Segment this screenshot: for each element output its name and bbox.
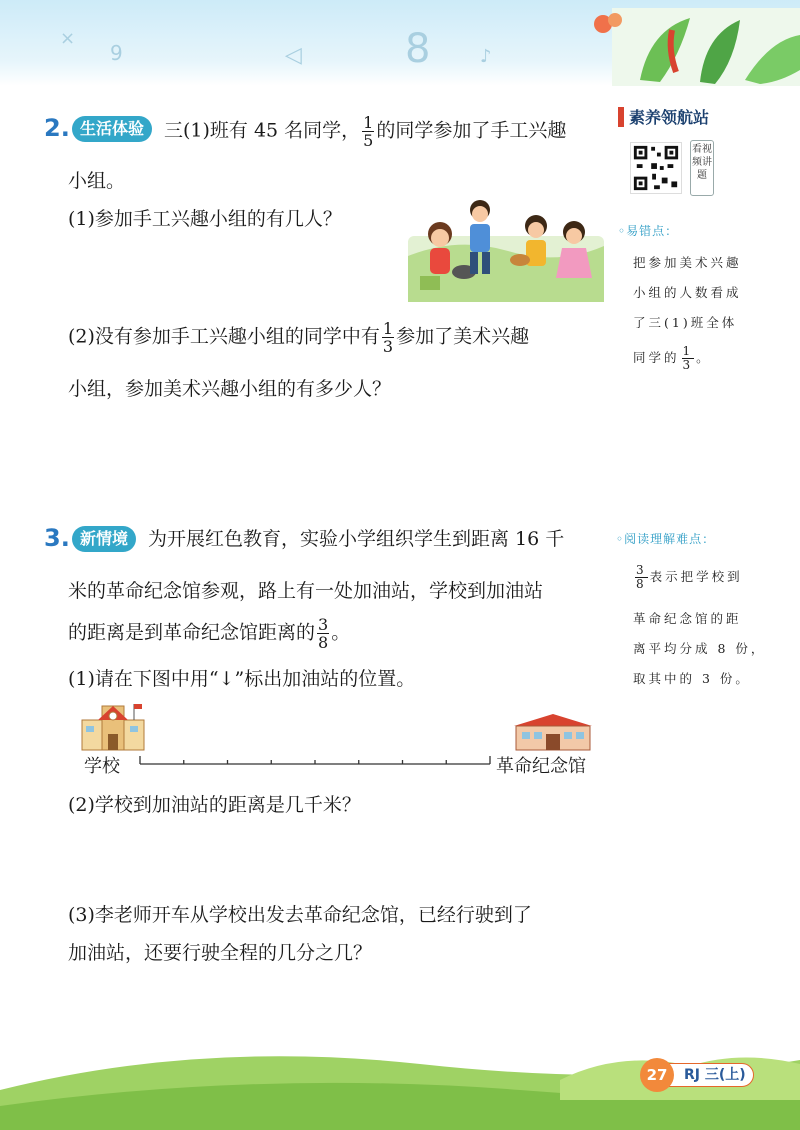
q2-intro-b: 的同学参加了手工兴趣 bbox=[376, 119, 567, 142]
error-note-line-3: 了三(1)班全体 bbox=[633, 315, 738, 330]
grade-label: RJ 三(上) bbox=[684, 1067, 746, 1083]
fraction-one-fifth: $\frac{1}{5}$ bbox=[363, 113, 374, 150]
sidebar-title-bar bbox=[618, 107, 624, 127]
number-line-ticks bbox=[140, 756, 490, 764]
question-3-tag: 新情境 bbox=[72, 526, 136, 552]
question-2-sub2-cont: 小组，参加美术兴趣小组的有多少人？ bbox=[68, 378, 392, 400]
reading-difficulty-heading: ◦阅读理解难点： bbox=[616, 532, 716, 546]
side-fraction-one-third: $\frac{1}{3}$ bbox=[682, 344, 694, 372]
sidebar-title: 素养领航站 bbox=[618, 104, 738, 132]
page-number: 27 bbox=[640, 1058, 674, 1092]
qr-code[interactable] bbox=[630, 142, 682, 194]
svg-text:×: × bbox=[60, 28, 76, 49]
error-point-heading: ◦易错点： bbox=[618, 224, 679, 238]
svg-text:8: 8 bbox=[405, 26, 431, 72]
question-3-sub3-line-1: (3)李老师开车从学校出发去革命纪念馆，已经行驶到了 bbox=[68, 904, 532, 926]
side-fraction-three-eighths: $\frac{3}{8}$ bbox=[636, 563, 647, 591]
question-3-intro-1: 为开展红色教育，实验小学组织学生到距离 16 千 bbox=[148, 528, 565, 550]
svg-text:♪: ♪ bbox=[480, 46, 492, 67]
question-2-intro bbox=[164, 114, 566, 149]
memorial-hall-icon bbox=[510, 712, 596, 752]
question-3-intro-2: 米的革命纪念馆参观，路上有一处加油站，学校到加油站 bbox=[68, 580, 544, 602]
svg-text:9: 9 bbox=[110, 41, 123, 65]
fraction-three-eighths: $\frac{3}{8}$ bbox=[318, 615, 329, 652]
reading-note-line-1: $\frac{3}{8}$ 表示把学校到 bbox=[636, 563, 743, 591]
reading-note-line-2: 革命纪念馆的距 bbox=[633, 611, 742, 626]
question-3-sub2: (2)学校到加油站的距离是几千米？ bbox=[68, 794, 361, 816]
question-3-number: 3. bbox=[44, 524, 70, 552]
school-building-icon bbox=[80, 702, 146, 752]
question-2-intro-cont: 小组。 bbox=[68, 170, 126, 192]
q2-intro-a: 三(1)班有 45 名同学， bbox=[164, 119, 361, 142]
label-memorial-hall: 革命纪念馆 bbox=[496, 756, 586, 777]
top-banner bbox=[0, 0, 800, 86]
fraction-one-third: $\frac{1}{3}$ bbox=[382, 319, 394, 356]
label-school: 学校 bbox=[84, 756, 120, 777]
question-2-tag: 生活体验 bbox=[72, 116, 152, 142]
question-3-intro-3: 的距离是到革命纪念馆距离的 $\frac{3}{8}$ 。 bbox=[68, 615, 351, 652]
banner-decoration bbox=[0, 0, 800, 86]
q2-sub2-b: 参加了美术兴趣 bbox=[396, 325, 530, 348]
children-playing-illustration bbox=[408, 196, 604, 302]
reading-note-line-3: 离平均分成 8 份， bbox=[633, 641, 767, 656]
error-note-line-1: 把参加美术兴趣 bbox=[633, 255, 742, 270]
svg-text:◁: ◁ bbox=[285, 43, 302, 68]
question-2-sub2 bbox=[68, 320, 529, 355]
question-3-sub3-line-2: 加油站，还要行驶全程的几分之几？ bbox=[68, 942, 373, 964]
qr-video-label: 看视频讲题 bbox=[690, 140, 714, 196]
question-2-number: 2. bbox=[44, 114, 70, 142]
q2-sub2-a: (2)没有参加手工兴趣小组的同学中有 bbox=[68, 325, 380, 348]
error-note-line-4: 同学的 $\frac{1}{3}$ 。 bbox=[633, 344, 712, 372]
error-note-line-2: 小组的人数看成 bbox=[633, 285, 742, 300]
question-2-sub1: (1)参加手工兴趣小组的有几人？ bbox=[68, 208, 342, 230]
reading-note-line-4: 取其中的 3 份。 bbox=[633, 671, 751, 686]
question-3-sub1: (1)请在下图中用“↓”标出加油站的位置。 bbox=[68, 668, 416, 690]
